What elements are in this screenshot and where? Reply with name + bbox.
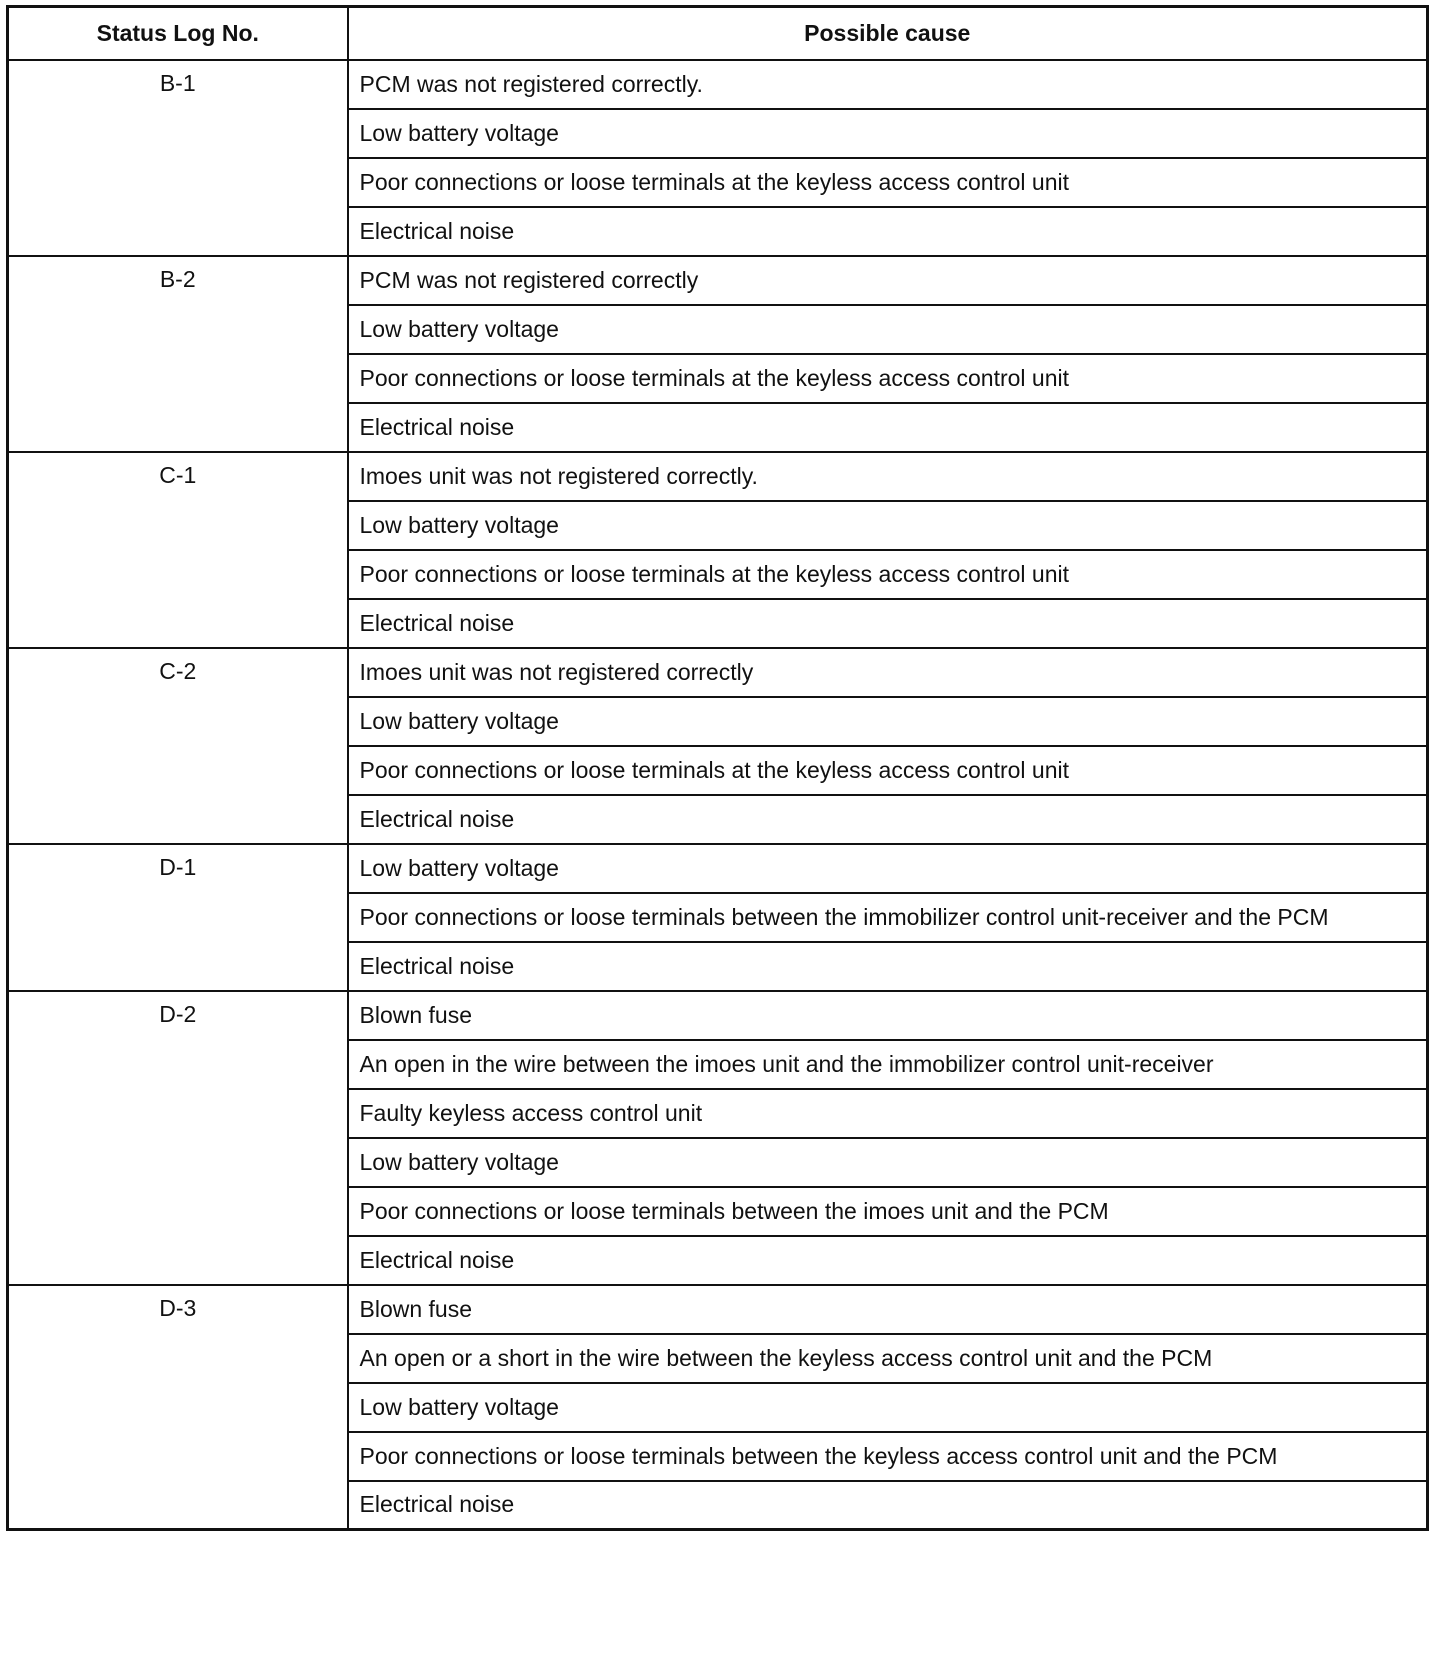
possible-cause-cell: Low battery voltage [348,109,1428,158]
possible-cause-cell: Electrical noise [348,795,1428,844]
status-log-no-cell: D-1 [8,844,348,991]
possible-cause-cell: An open or a short in the wire between the keyless access control unit and the PCM [348,1334,1428,1383]
table-body [8,60,1428,1530]
header-possible-cause: Possible cause [348,7,1428,60]
possible-cause-cell: Low battery voltage [348,697,1428,746]
possible-cause-cell: PCM was not registered correctly. [348,60,1428,109]
possible-cause-cell: Low battery voltage [348,501,1428,550]
status-log-no-cell: C-1 [8,452,348,648]
possible-cause-cell: Electrical noise [348,599,1428,648]
possible-cause-cell: Electrical noise [348,207,1428,256]
table-row [8,256,1428,305]
possible-cause-cell: Poor connections or loose terminals at the keyless access control unit [348,746,1428,795]
possible-cause-cell: An open in the wire between the imoes unit and the immobilizer control unit-receiver [348,1040,1428,1089]
possible-cause-cell: Electrical noise [348,942,1428,991]
status-log-no-cell: B-1 [8,60,348,256]
table-row [8,452,1428,501]
status-log-no-cell: D-3 [8,1285,348,1530]
table-row [8,991,1428,1040]
status-log-no-cell: D-2 [8,991,348,1285]
possible-cause-cell: Blown fuse [348,991,1428,1040]
possible-cause-cell: Poor connections or loose terminals at the keyless access control unit [348,158,1428,207]
possible-cause-cell: Poor connections or loose terminals between the keyless access control unit and the PCM [348,1432,1428,1481]
possible-cause-cell: Poor connections or loose terminals between the imoes unit and the PCM [348,1187,1428,1236]
table-row [8,844,1428,893]
status-log-table [6,5,1429,1531]
possible-cause-cell: Electrical noise [348,403,1428,452]
table-row [8,648,1428,697]
status-log-no-cell: B-2 [8,256,348,452]
possible-cause-cell: Electrical noise [348,1481,1428,1530]
possible-cause-cell: Poor connections or loose terminals at the keyless access control unit [348,354,1428,403]
possible-cause-cell: Imoes unit was not registered correctly [348,648,1428,697]
possible-cause-cell: Poor connections or loose terminals between the immobilizer control unit-receiver and the PCM [348,893,1428,942]
possible-cause-cell: Faulty keyless access control unit [348,1089,1428,1138]
possible-cause-cell: Low battery voltage [348,844,1428,893]
possible-cause-cell: Blown fuse [348,1285,1428,1334]
possible-cause-cell: PCM was not registered correctly [348,256,1428,305]
header-row [8,7,1428,60]
possible-cause-cell: Low battery voltage [348,305,1428,354]
table-row [8,60,1428,109]
possible-cause-cell: Electrical noise [348,1236,1428,1285]
header-status-log-no: Status Log No. [8,7,348,60]
table-header [8,7,1428,60]
possible-cause-cell: Poor connections or loose terminals at the keyless access control unit [348,550,1428,599]
possible-cause-cell: Low battery voltage [348,1383,1428,1432]
possible-cause-cell: Imoes unit was not registered correctly. [348,452,1428,501]
possible-cause-cell: Low battery voltage [348,1138,1428,1187]
table-row [8,1285,1428,1334]
status-log-no-cell: C-2 [8,648,348,844]
